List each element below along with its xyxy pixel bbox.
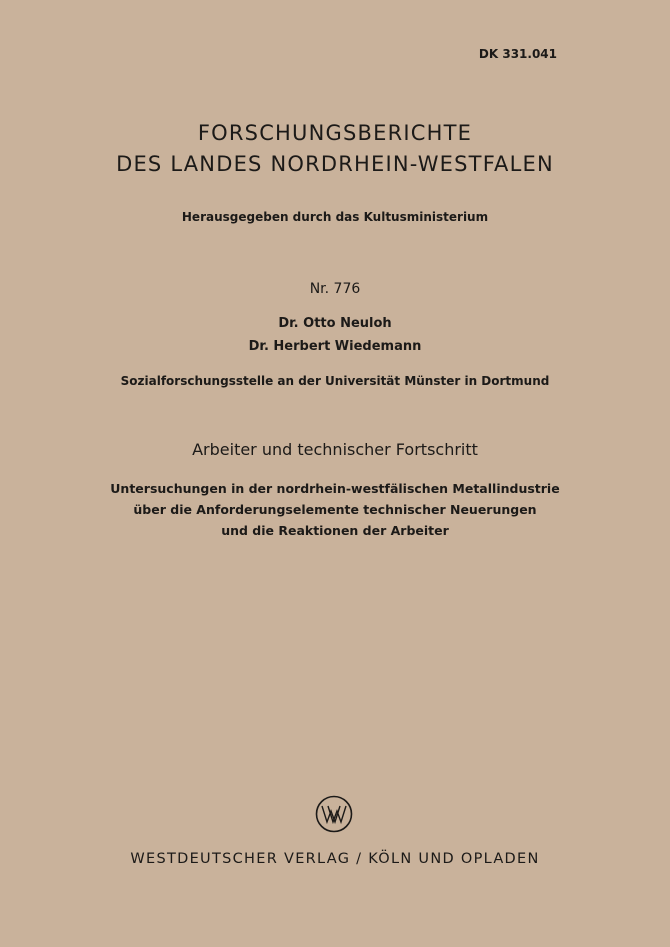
institution: Sozialforschungsstelle an der Universität Münster in Dortmund bbox=[120, 374, 550, 388]
book-title: Arbeiter und technischer Fortschritt bbox=[192, 440, 478, 459]
subtitle-line3: und die Reaktionen der Arbeiter bbox=[221, 523, 449, 538]
author-1: Dr. Otto Neuloh bbox=[278, 316, 392, 331]
editor-line: Herausgegeben durch das Kultusministerium bbox=[181, 210, 489, 224]
subtitle-line1: Untersuchungen in der nordrhein-westfälischen Metallindustrie bbox=[110, 481, 560, 496]
series-title-line1: FORSCHUNGSBERICHTE bbox=[197, 121, 473, 145]
series-title-line2: DES LANDES NORDRHEIN-WESTFALEN bbox=[116, 152, 554, 176]
publisher-name: WESTDEUTSCHER VERLAG / KÖLN UND OPLADEN bbox=[130, 851, 540, 867]
author-2: Dr. Herbert Wiedemann bbox=[248, 339, 422, 354]
publisher-logo-icon bbox=[314, 794, 354, 834]
classification-code: DK 331.041 bbox=[478, 47, 557, 61]
subtitle-line2: über die Anforderungselemente technischer Neuerungen bbox=[133, 502, 537, 517]
series-number: Nr. 776 bbox=[309, 281, 361, 297]
